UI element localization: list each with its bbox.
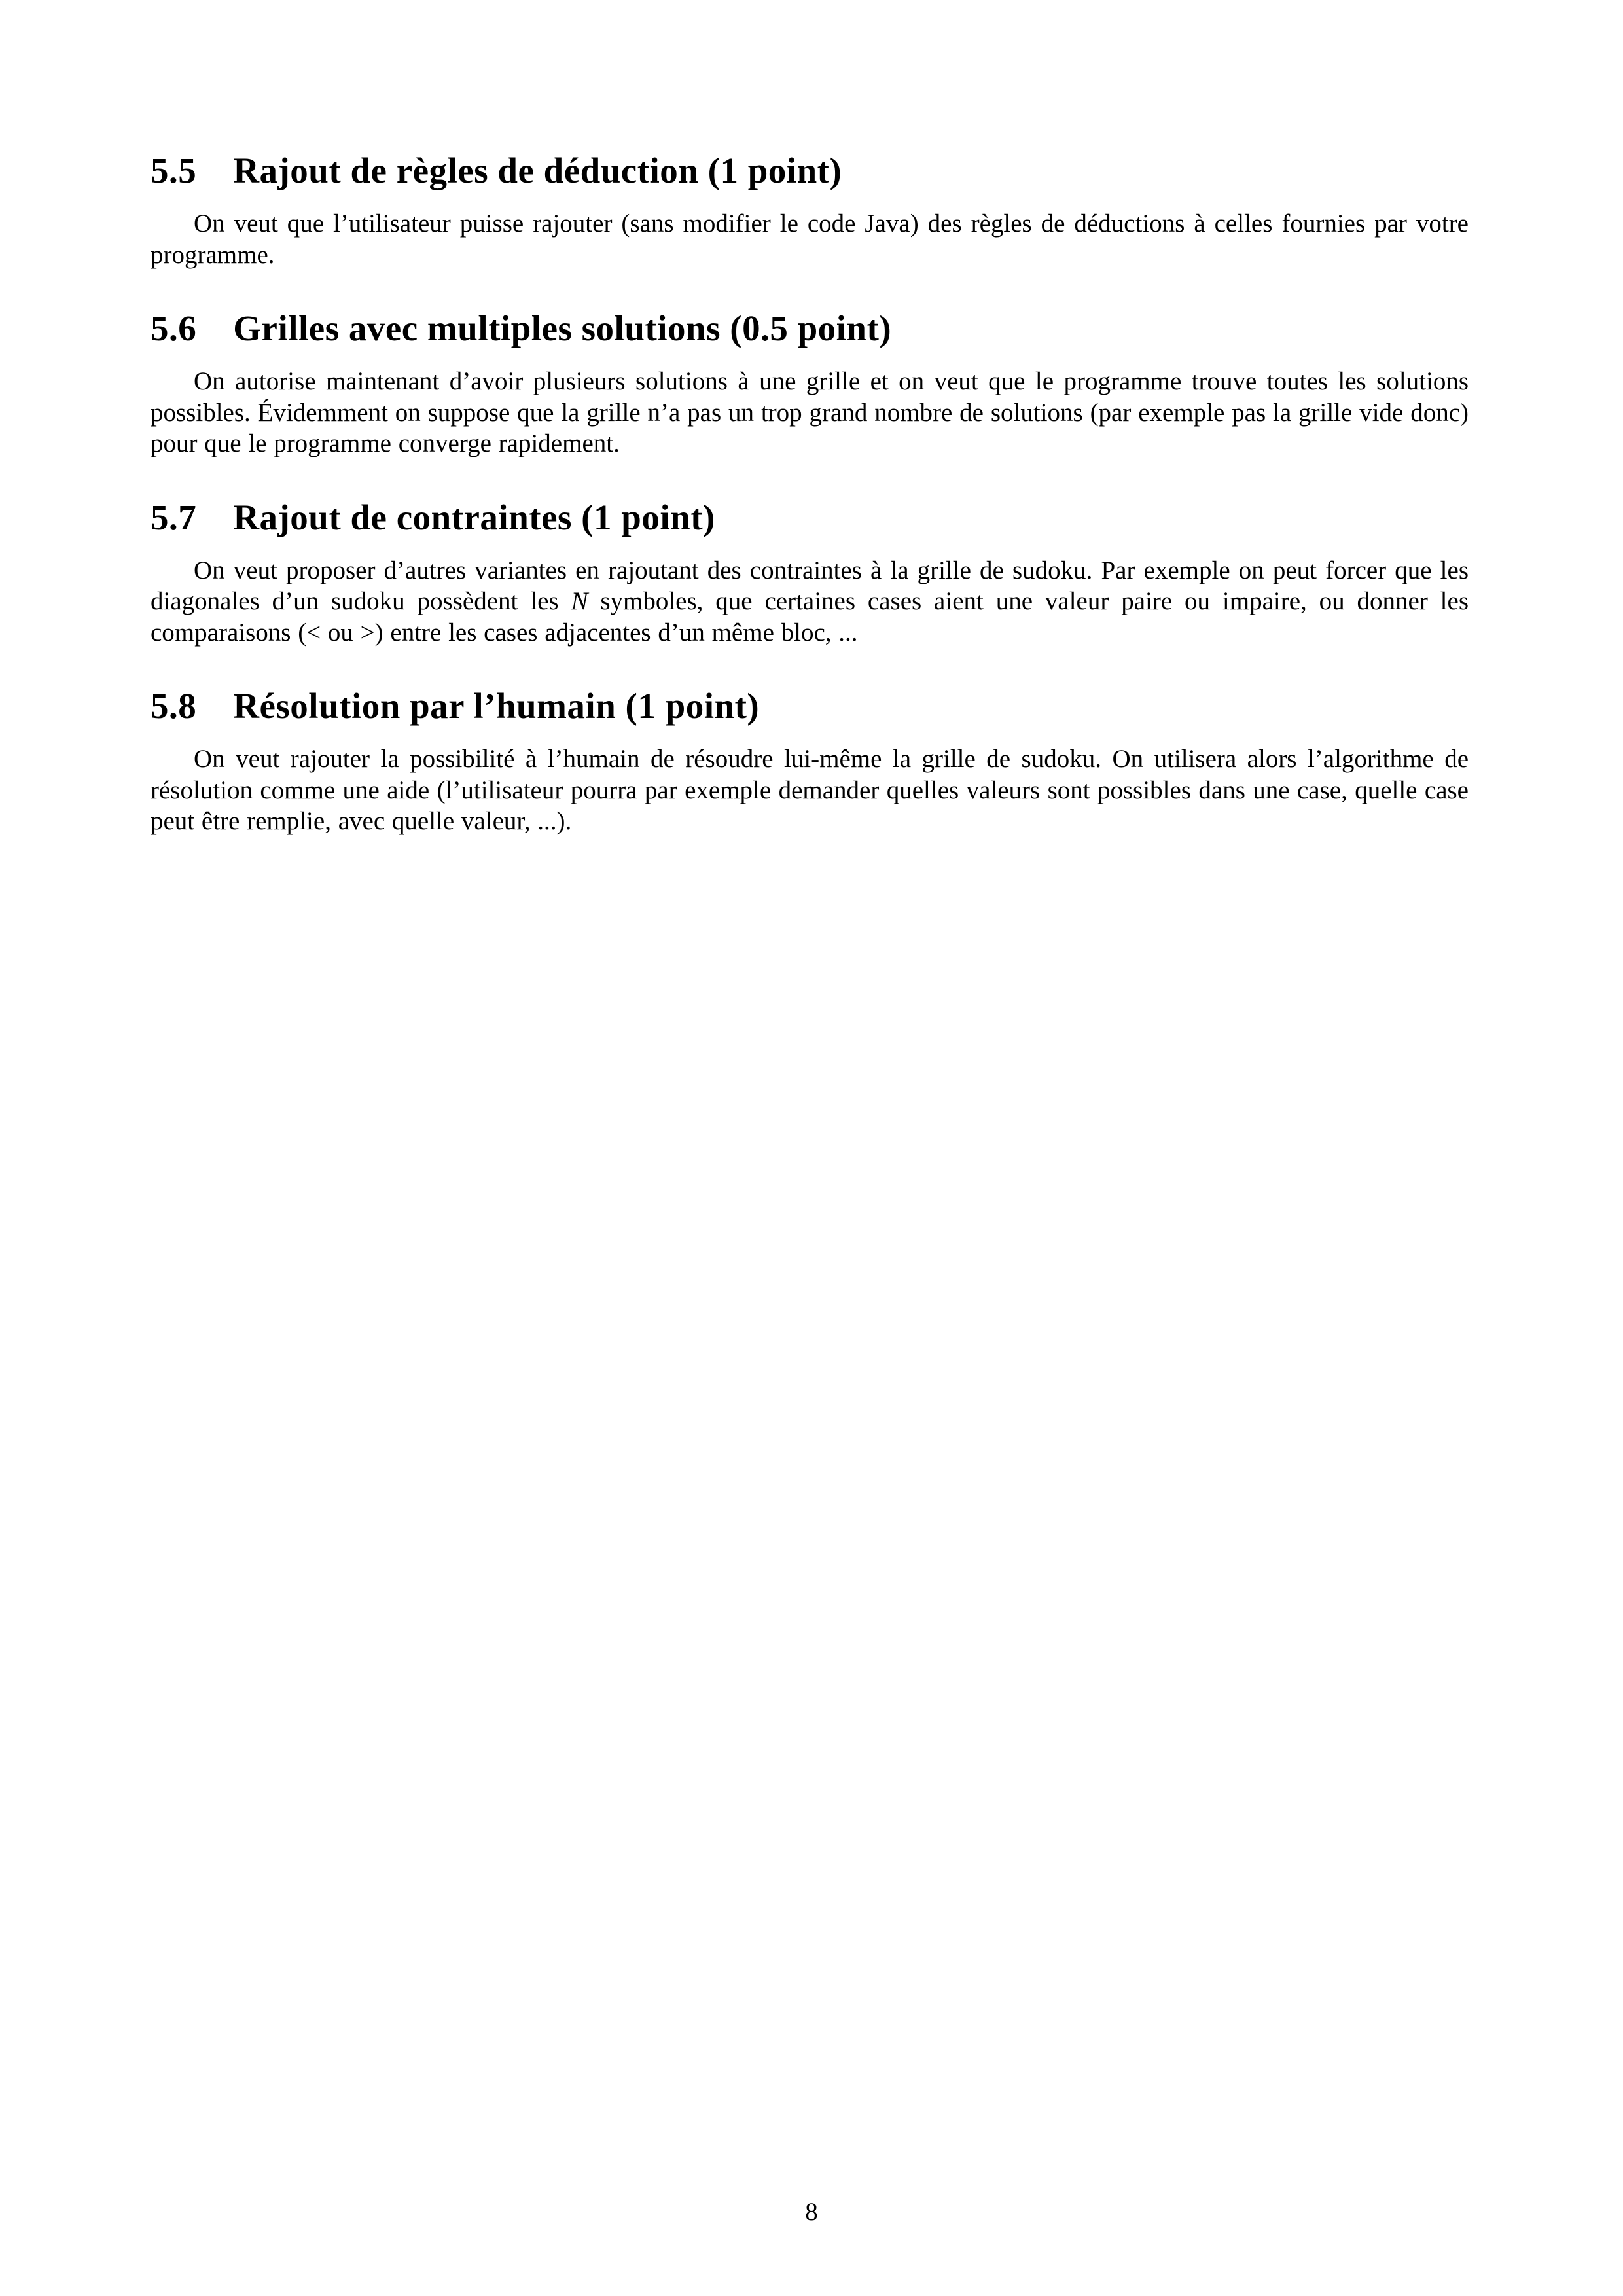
section-5-6: [151, 308, 1469, 459]
page-footer: [0, 2197, 1623, 2227]
section-paragraph: On veut proposer d’autres variantes en rajoutant des contraintes à la grille de sudoku. Par exemple on peut forcer que les diagonales d’un sudoku possèdent les N symboles, que certaines cases aient une valeur paire ou impaire, ou donner les comparaisons (< ou >) entre les cases adjacentes d’un même bloc, ...: [151, 556, 1469, 647]
section-number: 5.8: [151, 686, 197, 726]
section-number: 5.6: [151, 308, 197, 348]
section-heading-5-5: [151, 151, 1469, 191]
section-heading-5-7: [151, 497, 1469, 538]
section-number: 5.7: [151, 497, 197, 537]
section-5-7: [151, 497, 1469, 649]
section-title: Résolution par l’humain (1 point): [233, 686, 760, 726]
page-content: [151, 151, 1469, 837]
section-number: 5.5: [151, 151, 197, 190]
section-5-5: [151, 151, 1469, 270]
section-title: Rajout de contraintes (1 point): [233, 497, 715, 537]
section-title: Grilles avec multiples solutions (0.5 point): [233, 308, 892, 348]
section-paragraph: On veut que l’utilisateur puisse rajouter (sans modifier le code Java) des règles de déductions à celles fournies par votre programme.: [151, 209, 1469, 269]
section-paragraph: On veut rajouter la possibilité à l’humain de résoudre lui-même la grille de sudoku. On utilisera alors l’algorithme de résolution comme une aide (l’utilisateur pourra par exemple demander quelles valeurs sont possibles dans une case, quelle case peut être remplie, avec quelle valeur, ...).: [151, 745, 1469, 835]
section-title: Rajout de règles de déduction (1 point): [233, 151, 842, 190]
section-heading-5-8: [151, 686, 1469, 726]
section-5-8: [151, 686, 1469, 837]
section-heading-5-6: [151, 308, 1469, 349]
page-number: 8: [805, 2198, 818, 2226]
section-paragraph: On autorise maintenant d’avoir plusieurs solutions à une grille et on veut que le programme trouve toutes les solutions possibles. Évidemment on suppose que la grille n’a pas un trop grand nombre de solutions (par exemple pas la grille vide donc) pour que le programme converge rapidement.: [151, 367, 1469, 457]
